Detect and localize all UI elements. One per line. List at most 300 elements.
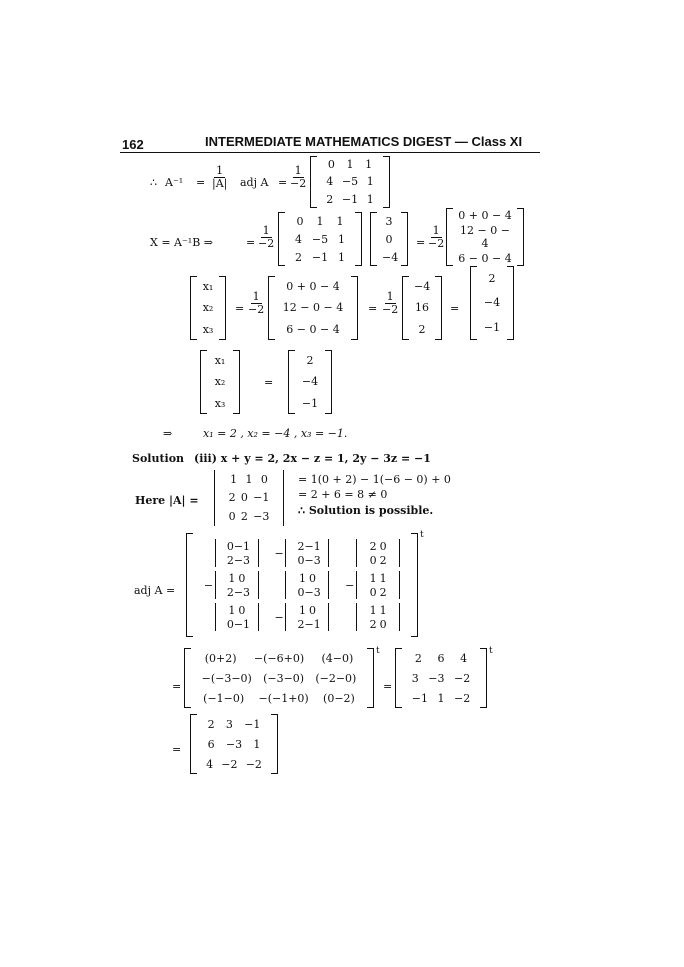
cofactor-sign: −	[274, 546, 284, 560]
fraction-denominator: −2	[382, 303, 399, 316]
matrix-body	[226, 539, 251, 567]
matrix-cell: 1	[366, 175, 374, 189]
fraction-numerator: 1	[252, 290, 260, 303]
right-bracket	[480, 648, 487, 708]
transpose-marker: t	[376, 646, 380, 656]
matrix-cell: 4	[460, 651, 468, 665]
matrix-row	[196, 672, 362, 685]
matrix-cell: 1	[338, 250, 346, 264]
matrix-row	[196, 652, 362, 665]
fraction-numerator: 1	[294, 164, 302, 177]
equals-sign: =	[235, 302, 245, 315]
matrix-cell: 4	[326, 175, 334, 189]
cofactor-sign: −	[203, 578, 214, 592]
matrix-row	[226, 585, 251, 599]
matrix-cell: −3	[253, 510, 270, 524]
matrix-cell: 2	[488, 271, 496, 285]
matrix-cell: 2	[379, 585, 387, 599]
adj-a-label: adj A	[240, 176, 269, 189]
matrix-row	[368, 540, 388, 553]
matrix-body	[414, 276, 430, 340]
equals-sign: =	[246, 236, 256, 249]
right-bar	[399, 571, 400, 599]
matrix-body	[482, 266, 502, 340]
cofactor-cell	[337, 569, 408, 601]
matrix-row	[226, 473, 272, 486]
left-bracket	[446, 208, 453, 266]
matrix-cell: 2	[294, 250, 302, 264]
matrix-row	[297, 617, 321, 631]
matrix-row	[407, 692, 475, 705]
matrix-row	[300, 354, 320, 367]
left-bracket	[395, 648, 402, 708]
matrix-row	[226, 617, 251, 631]
matrix-cell: −3	[233, 585, 251, 599]
matrix-cell: x₃	[202, 322, 214, 336]
matrix-cell: 2	[369, 617, 377, 631]
solution-label: Solution	[132, 452, 185, 465]
left-bar	[215, 571, 216, 599]
right-bracket	[271, 714, 278, 774]
right-bar	[399, 603, 400, 631]
matrix-row	[297, 585, 321, 599]
fraction-one-over-minus-two	[382, 291, 398, 316]
equals-sign: =	[450, 302, 460, 315]
left-bar	[356, 603, 357, 631]
matrix-cell: 1	[245, 472, 253, 486]
cofactor-cell	[267, 601, 338, 633]
matrix-row	[322, 193, 378, 206]
matrix-cell: 0	[260, 472, 268, 486]
matrix-row	[202, 280, 214, 293]
matrix-cell: −1	[304, 617, 321, 631]
matrix-row	[297, 604, 317, 617]
matrix-cell: 1	[228, 603, 236, 617]
matrix-row	[368, 604, 388, 617]
x-equation-label: X = A⁻¹B ⇒	[150, 236, 213, 249]
fraction-denominator: |A|	[212, 177, 228, 190]
matrix-cell: 3	[411, 671, 419, 685]
left-bar	[356, 539, 357, 567]
matrix-row	[226, 510, 272, 523]
matrix-body	[226, 470, 272, 526]
matrix-row	[297, 572, 317, 585]
cofactor-values-matrix	[184, 648, 374, 708]
matrix-body	[202, 714, 266, 774]
matrix-cell: 2	[207, 717, 215, 731]
matrix-body	[407, 648, 475, 708]
matrix-row	[368, 572, 388, 585]
matrix-cell: 6 − 0 − 4	[458, 252, 512, 265]
matrix-cell: 0	[296, 214, 304, 228]
matrix-cell: 0	[297, 585, 305, 599]
matrix-body	[458, 208, 512, 266]
matrix-cell: 4	[294, 232, 302, 246]
vector-solution	[288, 350, 332, 414]
minor-determinant	[356, 571, 400, 599]
matrix-cell: (−3−0)	[263, 671, 305, 685]
right-bracket	[383, 156, 390, 208]
matrix-row	[482, 321, 502, 334]
matrix-cell: (−2−0)	[315, 671, 357, 685]
cofactor-cell	[337, 601, 408, 633]
running-title: INTERMEDIATE MATHEMATICS DIGEST — Class XI	[205, 134, 523, 149]
matrix-body	[368, 539, 388, 567]
matrix-row	[280, 323, 346, 336]
problem-equations: (iii) x + y = 2, 2x − z = 1, 2y − 3z = −1	[194, 452, 431, 465]
minor-determinant	[356, 603, 400, 631]
matrix-cell: −3	[428, 671, 445, 685]
matrix-body	[368, 571, 388, 599]
matrix-cell: 6	[437, 651, 445, 665]
matrix-row	[202, 718, 266, 731]
matrix-cell: 0	[308, 603, 316, 617]
fraction-one-over-minus-two	[428, 225, 444, 250]
solution-possible-note: ∴ Solution is possible.	[298, 504, 434, 517]
matrix-row	[414, 301, 430, 314]
matrix-cell: −1	[253, 491, 270, 505]
matrix-row	[290, 251, 350, 264]
fraction-denominator: −2	[258, 237, 275, 250]
matrix-cell: 0	[379, 539, 387, 553]
right-bracket	[325, 350, 332, 414]
matrix-cell: 3	[385, 214, 393, 228]
matrix-row	[212, 397, 228, 410]
right-bracket	[517, 208, 524, 266]
fraction-one-over-det	[212, 165, 227, 190]
left-bar	[285, 603, 286, 631]
right-bar	[258, 539, 259, 567]
matrix-cell: (4−0)	[321, 651, 354, 665]
matrix-body	[280, 276, 346, 340]
matrix-row	[212, 354, 228, 367]
matrix-cell: −(−6+0)	[253, 651, 305, 665]
header-rule	[120, 152, 540, 153]
matrix-cell: 3	[225, 717, 233, 731]
equals-sign: =	[172, 680, 182, 693]
right-bracket	[219, 276, 226, 340]
left-bracket	[200, 350, 207, 414]
matrix-body	[300, 350, 320, 414]
equals-sign: =	[264, 376, 274, 389]
matrix-row	[226, 491, 272, 504]
fraction-one-over-minus-two	[248, 291, 264, 316]
matrix-cell: −1	[341, 192, 359, 206]
matrix-cell: 0	[226, 617, 234, 631]
left-bracket	[184, 648, 191, 708]
matrix-row	[414, 280, 430, 293]
right-bar	[328, 539, 329, 567]
matrix-cell: 1	[253, 737, 261, 751]
cofactor-cell	[267, 569, 338, 601]
matrix-cell: −1	[233, 539, 251, 553]
matrix-row	[300, 397, 320, 410]
matrix-cell: 0	[369, 585, 377, 599]
cofactor-cell	[196, 569, 267, 601]
matrix-cell: (0−2)	[323, 691, 355, 705]
matrix-cell: −1	[304, 539, 321, 553]
matrix-cell: 0	[226, 539, 234, 553]
matrix-row	[382, 233, 396, 246]
cofactor-grid	[196, 537, 408, 633]
left-bar	[215, 539, 216, 567]
matrix-body	[322, 156, 378, 208]
matrix-cell: 2	[369, 539, 377, 553]
matrix-cell: 1	[316, 214, 324, 228]
matrix-row	[322, 158, 378, 171]
matrix-row	[290, 233, 350, 246]
cofactor-sign: −	[274, 610, 284, 624]
left-bracket	[190, 714, 197, 774]
matrix-row	[290, 215, 350, 228]
cofactor-cell	[267, 537, 338, 569]
matrix-cell: 1	[336, 214, 344, 228]
matrix-cell: −(−3−0)	[201, 671, 252, 685]
minor-determinant	[285, 539, 329, 567]
right-bracket	[351, 276, 358, 340]
equals-sign: =	[383, 680, 393, 693]
matrix-row	[482, 296, 502, 309]
matrix-row	[458, 209, 512, 222]
matrix-cell: 1	[346, 158, 354, 172]
matrix-cell: −3	[233, 553, 251, 567]
fraction-numerator: 1	[216, 164, 224, 177]
matrix-cell: −1	[483, 321, 501, 335]
matrix-cell: 1	[228, 571, 236, 585]
left-bracket	[370, 212, 377, 266]
matrix-cell: 16	[415, 301, 429, 315]
matrix-body	[290, 212, 350, 266]
cofactor-matrix	[186, 533, 418, 637]
right-bracket	[507, 266, 514, 340]
matrix-row	[382, 250, 399, 264]
matrix-cell: −1	[311, 250, 329, 264]
matrix-body	[297, 603, 321, 631]
matrix-cell: (0+2)	[204, 651, 237, 665]
matrix-cell: −4	[382, 250, 399, 264]
matrix-cell: x₂	[214, 375, 226, 389]
matrix-cell: 1	[230, 472, 238, 486]
matrix-cell: 2	[228, 491, 236, 505]
vector-solution	[470, 266, 514, 340]
vector-x	[200, 350, 240, 414]
matrix-cell: −1	[411, 691, 428, 705]
matrix-cell: 6 − 0 − 4	[286, 322, 340, 336]
equals-sign: =	[196, 176, 206, 189]
left-bracket	[268, 276, 275, 340]
matrix-cell: −5	[311, 232, 329, 246]
left-bracket	[288, 350, 295, 414]
right-bar	[258, 603, 259, 631]
matrix-cell: −4	[414, 280, 431, 294]
matrix-body	[212, 350, 228, 414]
matrix-cell: −1	[244, 717, 261, 731]
matrix-row	[202, 323, 214, 336]
matrix-cell: −5	[341, 175, 359, 189]
fraction-denominator: −2	[428, 237, 445, 250]
right-bar	[328, 603, 329, 631]
a-inverse-label: A⁻¹	[165, 176, 184, 189]
matrix-row	[297, 539, 321, 553]
matrix-cell: 0	[240, 491, 248, 505]
matrix-row	[482, 272, 502, 285]
right-bracket	[355, 212, 362, 266]
matrix-row	[280, 301, 346, 314]
determinant-expansion: = 1(0 + 2) − 1(−6 − 0) + 0	[298, 473, 451, 486]
matrix-row	[280, 280, 346, 293]
right-bar	[328, 571, 329, 599]
equals-sign: =	[278, 176, 288, 189]
matrix-row	[202, 738, 266, 751]
matrix-body	[226, 603, 251, 631]
matrix-row	[368, 554, 388, 567]
matrix-body	[297, 571, 321, 599]
matrix-row	[458, 252, 512, 265]
matrix-cell: 1	[379, 571, 387, 585]
therefore-symbol: ∴	[150, 176, 157, 189]
matrix-cell: 12 − 0 − 4	[282, 301, 344, 315]
fraction-numerator: 1	[262, 224, 270, 237]
fraction-denominator: −2	[248, 303, 265, 316]
matrix-cell: −2	[454, 671, 471, 685]
matrix-row	[202, 758, 266, 771]
matrix-cell: −3	[304, 585, 321, 599]
matrix-cell: x₂	[202, 301, 214, 315]
matrix-cell: 12 − 0 − 4	[460, 224, 510, 250]
matrix-cell: 0	[327, 158, 335, 172]
matrix-row	[227, 604, 247, 617]
matrix-cell: 2	[297, 617, 305, 631]
matrix-cell: 2	[297, 539, 305, 553]
matrix-cell: −2	[221, 757, 238, 771]
fraction-one-over-minus-two	[290, 165, 306, 190]
matrix-cell: 0	[308, 571, 316, 585]
right-bracket	[411, 533, 418, 637]
matrix-cell: 1	[369, 603, 377, 617]
right-bar	[283, 470, 284, 526]
matrix-row	[297, 553, 321, 567]
matrix-cell: 0	[228, 510, 236, 524]
matrix-cell: 2	[306, 354, 314, 368]
right-bracket	[401, 212, 408, 266]
right-bar	[258, 571, 259, 599]
matrix-cell: x₃	[214, 396, 226, 410]
matrix-row	[407, 672, 475, 685]
matrix-cell: 2	[326, 192, 334, 206]
minor-determinant	[215, 603, 259, 631]
matrix-row	[202, 301, 214, 314]
matrix-cell: 1	[379, 603, 387, 617]
matrix-cell: −3	[225, 737, 243, 751]
matrix-cell: 2	[379, 553, 387, 567]
vector-product-result	[402, 276, 442, 340]
minor-determinant	[215, 571, 259, 599]
cofactor-sign: −	[345, 578, 355, 592]
equals-sign: =	[368, 302, 378, 315]
determinant-label: Here |A| =	[135, 494, 199, 507]
matrix-body	[226, 571, 251, 599]
matrix-cell: 1	[437, 691, 445, 705]
matrix-cell: 0	[297, 553, 305, 567]
matrix-cell: −2	[245, 757, 262, 771]
matrix-cell: −4	[483, 296, 501, 310]
matrix-row	[300, 375, 320, 388]
matrix-cell: 0	[238, 571, 246, 585]
matrix-cell: x₁	[214, 354, 226, 368]
matrix-cell: −2	[454, 691, 471, 705]
matrix-row	[458, 224, 512, 250]
matrix-cell: 1	[338, 232, 346, 246]
fraction-numerator: 1	[432, 224, 440, 237]
left-bracket	[278, 212, 285, 266]
matrix-row	[407, 652, 475, 665]
matrix-cell: 2	[226, 585, 234, 599]
adj-a-label: adj A =	[134, 584, 176, 597]
matrix-cell: 1	[365, 158, 373, 172]
matrix-row	[226, 553, 251, 567]
minor-determinant	[215, 539, 259, 567]
vector-x	[190, 276, 226, 340]
matrix-product-expansion	[268, 276, 358, 340]
right-bar	[399, 539, 400, 567]
matrix-row	[368, 618, 388, 631]
matrix-body	[196, 648, 362, 708]
equals-sign: =	[416, 236, 426, 249]
matrix-cell: 0 + 0 − 4	[286, 280, 340, 294]
matrix-row	[368, 586, 388, 599]
determinant-value: = 2 + 6 = 8 ≠ 0	[298, 488, 388, 501]
matrix-cell: x₁	[202, 280, 214, 294]
fraction-one-over-minus-two	[258, 225, 274, 250]
matrix-cell: 2	[240, 510, 248, 524]
matrix-cell: −(−1+0)	[258, 691, 309, 705]
left-bar	[285, 571, 286, 599]
matrix-cell: −3	[304, 553, 321, 567]
cofactor-cell	[196, 537, 267, 569]
left-bracket	[190, 276, 197, 340]
matrix-cell: −1	[301, 396, 319, 410]
matrix-cell: 0	[369, 553, 377, 567]
cofactor-cell	[196, 601, 267, 633]
right-bracket	[367, 648, 374, 708]
matrix-cell: 2	[414, 651, 422, 665]
matrix-row	[382, 215, 396, 228]
cofactor-cell	[337, 537, 408, 569]
adjoint-result-matrix	[190, 714, 278, 774]
equals-sign: =	[172, 743, 182, 756]
fraction-numerator: 1	[386, 290, 394, 303]
matrix-cell: 0 + 0 − 4	[458, 209, 512, 222]
matrix-cell: (−1−0)	[203, 691, 245, 705]
left-bracket	[470, 266, 477, 340]
matrix-body	[297, 539, 321, 567]
determinant-matrix	[214, 470, 284, 526]
matrix-b	[370, 212, 408, 266]
matrix-row	[196, 692, 362, 705]
matrix-row	[212, 375, 228, 388]
solution-values: x₁ = 2 , x₂ = −4 , x₃ = −1.	[203, 427, 348, 440]
matrix-cell: 1	[298, 571, 306, 585]
minor-determinant	[356, 539, 400, 567]
left-bracket	[186, 533, 193, 637]
matrix-cell: 6	[207, 737, 215, 751]
matrix-cell: −4	[301, 375, 319, 389]
matrix-cell: 1	[366, 192, 374, 206]
matrix-body	[202, 276, 214, 340]
matrix-cell: −1	[233, 617, 251, 631]
cofactor-simplified-matrix	[395, 648, 487, 708]
matrix-row	[414, 323, 430, 336]
